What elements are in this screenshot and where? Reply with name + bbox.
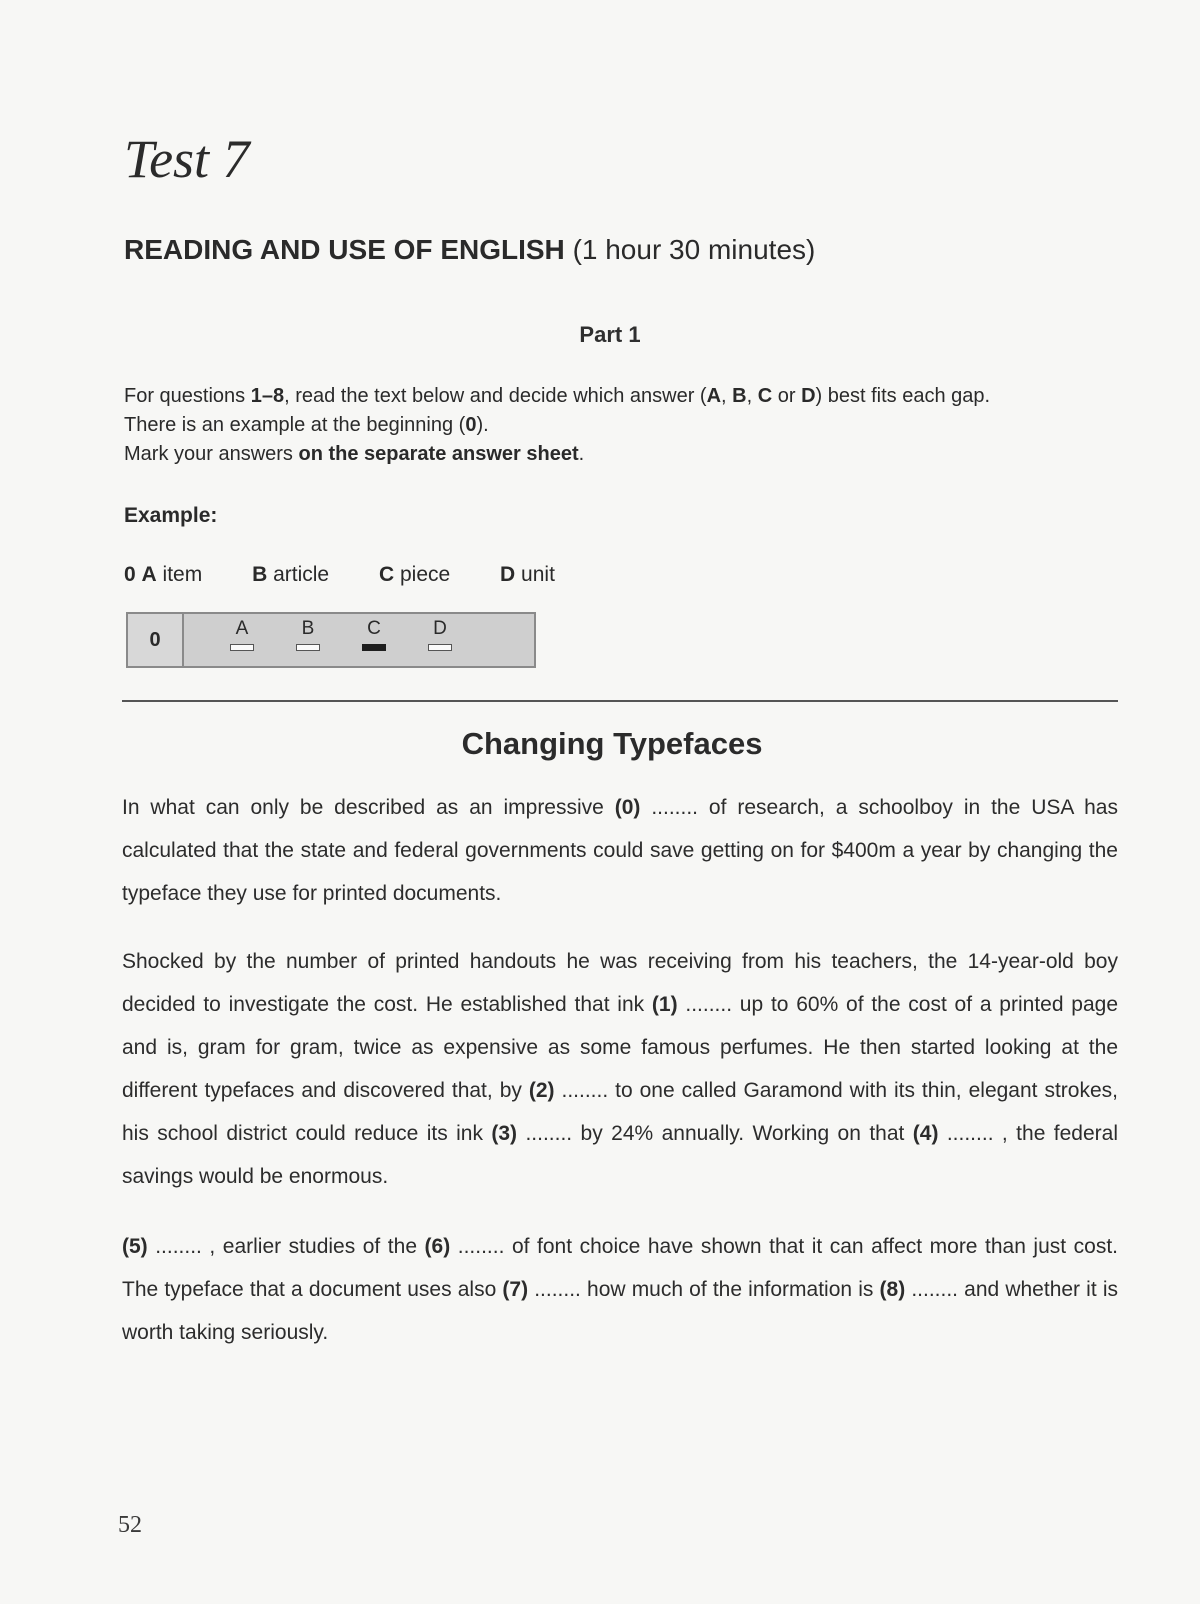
option-text: article [273, 563, 330, 586]
instruction-text: , [746, 385, 758, 407]
section-duration: (1 hour 30 minutes) [572, 234, 816, 265]
answer-mark-empty [230, 644, 254, 651]
instruction-bold: D [801, 385, 816, 407]
divider-rule [122, 700, 1118, 702]
instruction-line-3 [124, 440, 1124, 469]
article-paragraph-2 [122, 940, 1118, 1198]
option-text: unit [521, 563, 555, 586]
gap-marker-0: (0) [614, 796, 641, 819]
answer-mark-empty [296, 644, 320, 651]
article-text: ........ and whether it is worth taking seriously. [122, 1278, 1118, 1344]
instruction-text: or [772, 385, 802, 407]
example-option-d [500, 563, 555, 587]
test-title: Test 7 [124, 129, 250, 189]
example-answer-box [126, 612, 536, 668]
article-text: ........ to one called Garamond with its thin, elegant strokes, his school district could reduce its ink [122, 1079, 1118, 1145]
section-title: READING AND USE OF ENGLISH [124, 234, 565, 265]
answer-mark-empty [428, 644, 452, 651]
article-text: ........ of research, a schoolboy in the USA has calculated that the state and federal governments could save getting on for $400m a year by changing the typeface they use for printed documents. [122, 796, 1118, 905]
article-paragraph-1 [122, 786, 1118, 915]
article-text: ........ how much of the information is [528, 1278, 880, 1301]
instruction-bold: 0 [465, 414, 477, 436]
section-heading [124, 234, 815, 266]
instruction-bold: B [732, 385, 747, 407]
article-text: Shocked by the number of printed handouts he was receiving from his teachers, the 14-year-old boy decided to investigate the cost. He established that ink [122, 950, 1118, 1016]
instructions [124, 382, 1124, 469]
gap-marker-2: (2) [528, 1079, 555, 1102]
gap-marker-8: (8) [879, 1278, 906, 1301]
article-text: ........ by 24% annually. Working on that [517, 1122, 913, 1145]
article-text: ........ of font choice have shown that it can affect more than just cost. The typeface that a document uses also [122, 1235, 1118, 1301]
instruction-line-1 [124, 382, 1124, 411]
option-text: item [162, 563, 203, 586]
instruction-bold: 1–8 [250, 385, 285, 407]
gap-marker-3: (3) [491, 1122, 518, 1145]
instruction-line-2 [124, 411, 1124, 440]
answer-choice-letter: A [235, 618, 249, 639]
example-label: Example: [124, 504, 218, 527]
example-number: 0 [124, 563, 136, 586]
answer-choice-c [354, 618, 394, 651]
example-options [124, 563, 599, 587]
gap-marker-4: (4) [912, 1122, 939, 1145]
option-letter: D [500, 563, 516, 586]
part-title: Part 1 [579, 322, 641, 347]
instruction-text: . [578, 443, 585, 465]
option-letter: A [141, 563, 157, 586]
instruction-text: ) best fits each gap. [815, 385, 991, 407]
article-text: In what can only be described as an impressive [122, 796, 615, 819]
answer-choice-b [288, 618, 328, 651]
article-text: ........ , earlier studies of the [147, 1235, 425, 1258]
example-option-b [252, 563, 329, 587]
gap-marker-7: (7) [502, 1278, 529, 1301]
article-paragraph-3 [122, 1225, 1118, 1354]
instruction-text: , read the text below and decide which answer ( [284, 385, 707, 407]
option-letter: C [378, 563, 395, 586]
example-option-c [379, 563, 450, 587]
instruction-text: , [721, 385, 733, 407]
instruction-text: For questions [124, 385, 251, 407]
gap-marker-5: (5) [122, 1235, 148, 1258]
answer-mark-filled [362, 644, 386, 651]
instruction-text: ). [476, 414, 489, 436]
instruction-bold: on the separate answer sheet [298, 443, 579, 465]
instruction-bold: A [706, 385, 722, 407]
gap-marker-1: (1) [651, 993, 678, 1016]
answer-choice-letter: B [301, 618, 315, 639]
answer-choice-letter: D [433, 618, 447, 639]
page-number: 52 [118, 1512, 142, 1538]
option-letter: B [252, 563, 268, 586]
option-text: piece [399, 563, 451, 586]
instruction-text: There is an example at the beginning ( [124, 414, 466, 436]
article-text: ........ , the federal savings would be enormous. [122, 1122, 1118, 1188]
gap-marker-6: (6) [424, 1235, 451, 1258]
answer-box-number: 0 [128, 614, 184, 666]
example-option-a [124, 563, 202, 587]
article-title: Changing Typefaces [461, 726, 763, 761]
article-text: ........ up to 60% of the cost of a printed page and is, gram for gram, twice as expensive as some famous perfumes. He then started looking at the different typefaces and discovered that, by [122, 993, 1118, 1102]
instruction-text: Mark your answers [124, 443, 299, 465]
answer-choice-a [222, 618, 262, 651]
instruction-bold: C [757, 385, 773, 407]
answer-choice-d [420, 618, 460, 651]
answer-choice-letter: C [367, 618, 381, 639]
